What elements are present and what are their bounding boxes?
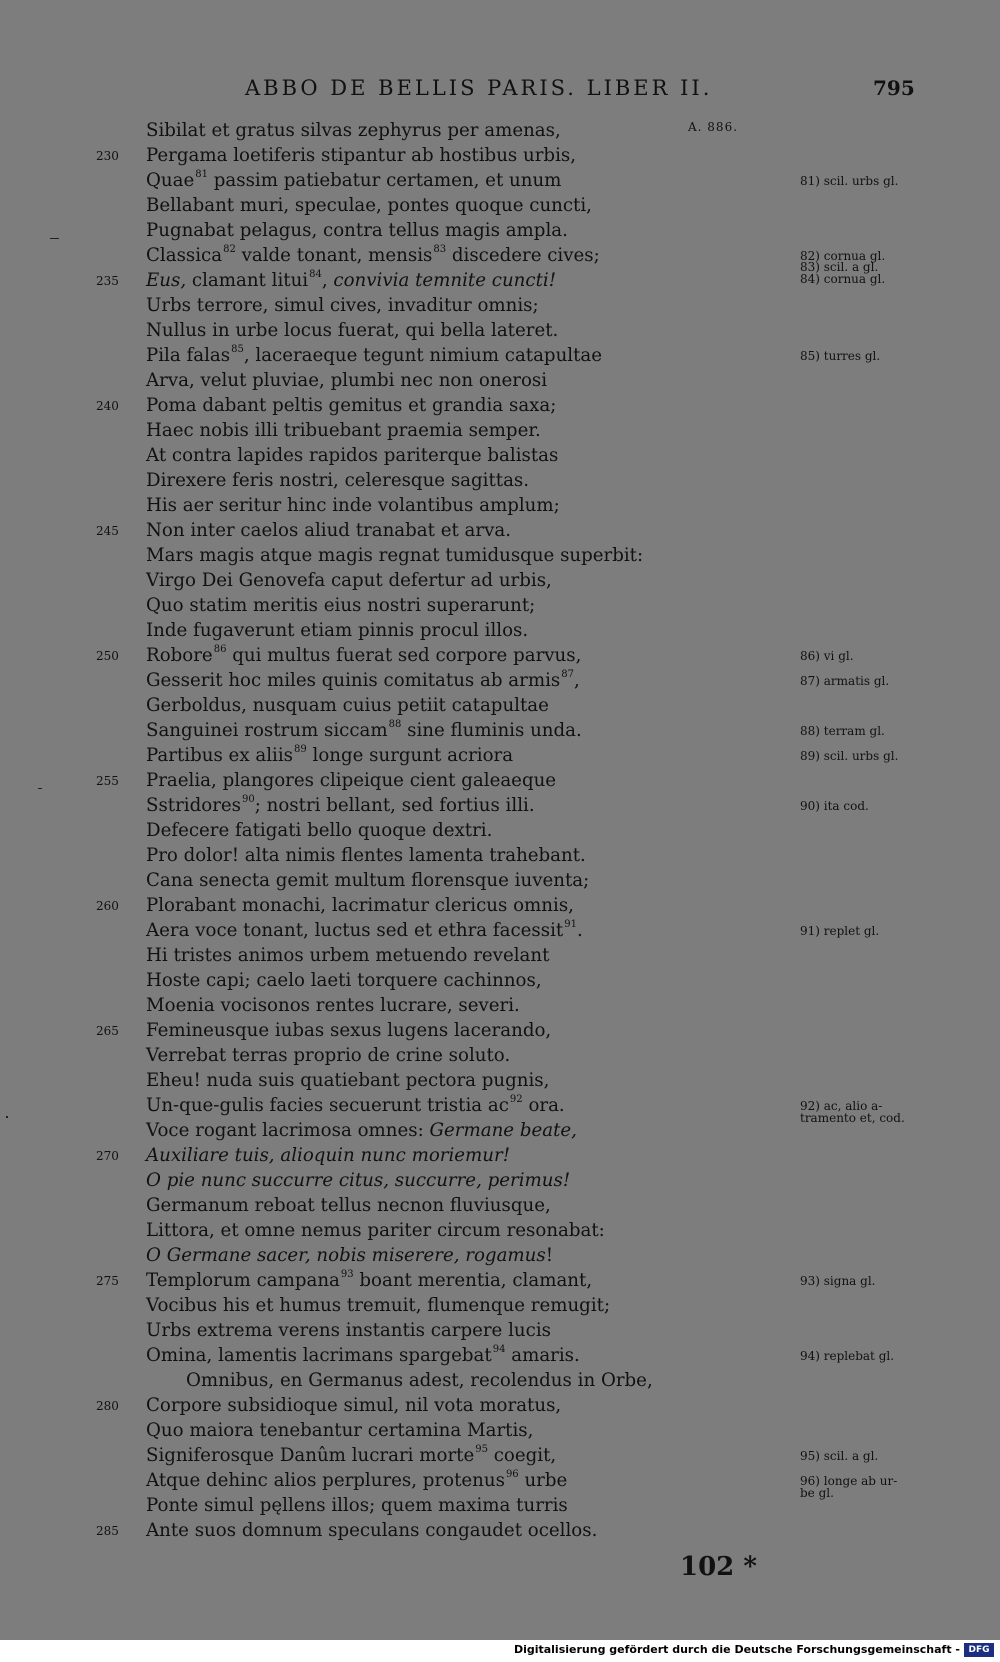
verse-text-line <box>146 1468 567 1493</box>
gloss-note-text: 87) armatis gl. <box>800 674 890 688</box>
gloss-note <box>800 273 885 285</box>
text-run: , <box>321 270 334 291</box>
text-run: Aera voce tonant, luctus sed et ethra facessit <box>146 920 564 941</box>
verse-line <box>0 193 1000 218</box>
verse-text-line <box>146 518 511 543</box>
verse-line <box>0 218 1000 243</box>
gloss-note <box>800 1100 905 1124</box>
verse-text-line <box>146 168 561 193</box>
verse-text-line <box>146 493 560 518</box>
gloss-note-text: 85) turres gl. <box>800 349 881 363</box>
verse-text-line <box>146 193 592 218</box>
italic-text: convivia temnite cuncti! <box>333 270 557 291</box>
dfg-logo: DFG <box>964 1643 994 1657</box>
text-run: Pro dolor! alta nimis flentes lamenta trahebant. <box>146 845 586 866</box>
verse-text-line <box>146 868 589 893</box>
text-run: Quo maiora tenebantur certamina Martis, <box>146 1420 534 1441</box>
verse-text-line <box>146 843 586 868</box>
text-run: Sanguinei rostrum siccam <box>146 720 388 741</box>
text-run: amaris. <box>505 1345 580 1366</box>
footnote-marker: 84 <box>309 269 322 280</box>
verse-text-line <box>146 243 600 268</box>
verse-text-line <box>146 1143 510 1168</box>
italic-text: Germane beate, <box>429 1120 577 1141</box>
verse-text-line <box>146 268 556 293</box>
line-number: 260 <box>96 899 119 913</box>
footer-bar <box>0 1640 1000 1662</box>
text-run: qui multus fuerat sed corpore parvus, <box>226 645 582 666</box>
verse-text-line <box>146 1393 561 1418</box>
text-run: Eheu! nuda suis quatiebant pectora pugnis, <box>146 1070 550 1091</box>
text-run: discedere cives; <box>446 245 600 266</box>
footnote-marker: 94 <box>492 1344 506 1355</box>
text-run: Classica <box>146 245 223 266</box>
verse-text-line <box>146 1168 570 1193</box>
gloss-note-text: 92) ac, alio a- <box>800 1099 883 1113</box>
verse-text-line <box>146 643 581 668</box>
text-run: boant merentia, clamant, <box>353 1270 593 1291</box>
text-run: Robore <box>146 645 213 666</box>
line-number: 280 <box>96 1399 119 1413</box>
text-run: Germanum reboat tellus necnon fluviusque, <box>146 1195 551 1216</box>
verse-line <box>0 318 1000 343</box>
text-run: Ante suos domnum speculans congaudet ocellos. <box>146 1520 598 1541</box>
line-number: 285 <box>96 1524 119 1538</box>
text-run: Direxere feris nostri, celeresque sagittas. <box>146 470 530 491</box>
verse-text-line <box>146 768 556 793</box>
verse-line <box>0 1418 1000 1443</box>
verse-line <box>0 818 1000 843</box>
verse-text-line <box>146 1018 551 1043</box>
verse-text-line <box>146 368 547 393</box>
verse-line <box>0 1068 1000 1093</box>
text-run: Quo statim meritis eius nostri superarunt; <box>146 595 536 616</box>
verse-text-line <box>146 218 568 243</box>
gloss-note-text: 91) replet gl. <box>800 924 880 938</box>
text-run: Mars magis atque magis regnat tumidusque superbit: <box>146 545 644 566</box>
footnote-marker: 88 <box>388 719 402 730</box>
footnote-marker: 83 <box>433 244 447 255</box>
verse-line <box>0 993 1000 1018</box>
verse-text-line <box>146 393 556 418</box>
verse-line <box>0 618 1000 643</box>
text-run: passim patiebatur certamen, et unum <box>207 170 562 191</box>
gloss-note-text: 88) terram gl. <box>800 724 885 738</box>
verse-line <box>0 418 1000 443</box>
text-run: Gesserit hoc miles quinis comitatus ab armis <box>146 670 561 691</box>
verse-text-line <box>146 1218 605 1243</box>
line-number: 250 <box>96 649 119 663</box>
verse-text-line <box>146 718 582 743</box>
verse-text-line <box>146 1293 610 1318</box>
text-run: Inde fugaverunt etiam pinnis procul illos. <box>146 620 529 641</box>
text-run: Verrebat terras proprio de crine soluto. <box>146 1045 511 1066</box>
verse-text-line <box>146 943 549 968</box>
verse-text-line <box>146 1043 510 1068</box>
verse-text-line <box>146 343 602 368</box>
verse-line <box>0 393 1000 418</box>
gloss-note <box>800 1350 894 1362</box>
footnote-marker: 93 <box>340 1269 354 1280</box>
footnote-marker: 95 <box>475 1444 488 1455</box>
verse-line <box>0 868 1000 893</box>
footnote-marker: 90 <box>242 794 255 805</box>
text-run: longe surgunt acriora <box>306 745 514 766</box>
text-run: sine fluminis unda. <box>401 720 582 741</box>
verse-line <box>0 1393 1000 1418</box>
verse-text-line <box>146 1118 577 1143</box>
verse-line <box>0 143 1000 168</box>
line-number: 265 <box>96 1024 119 1038</box>
text-run: Omina, lamentis lacrimans spargebat <box>146 1345 492 1366</box>
text-run: Virgo Dei Genovefa caput defertur ad urbis, <box>146 570 552 591</box>
footnote-marker: 96 <box>505 1469 519 1480</box>
text-run: Pugnabat pelagus, contra tellus magis ampla. <box>146 220 568 241</box>
text-run: Templorum campana <box>146 1270 340 1291</box>
gloss-note <box>800 1450 878 1462</box>
text-run: Haec nobis illi tribuebant praemia semper. <box>146 420 541 441</box>
italic-text: Auxiliare tuis, alioquin nunc moriemur! <box>146 1145 511 1166</box>
text-run: , <box>573 670 580 691</box>
text-run: Littora, et omne nemus pariter circum resonabat: <box>146 1220 605 1241</box>
verse-text-line <box>146 993 520 1018</box>
text-run: Quae <box>146 170 195 191</box>
verse-line <box>0 1368 1000 1393</box>
gloss-note-text: be gl. <box>800 1486 834 1500</box>
footnote-marker: 89 <box>293 744 307 755</box>
verse-text-line <box>146 1093 565 1118</box>
verse-text-line <box>146 143 576 168</box>
verse-line <box>0 1018 1000 1043</box>
gloss-note <box>800 750 898 762</box>
verse-text-line <box>146 1193 551 1218</box>
verse-line <box>0 1318 1000 1343</box>
gloss-note <box>800 1275 875 1287</box>
footnote-marker: 86 <box>213 644 227 655</box>
verse-text-line <box>146 1493 568 1518</box>
gloss-note <box>800 650 854 662</box>
footnote-marker: 91 <box>564 919 577 930</box>
verse-line <box>0 693 1000 718</box>
verse-line <box>0 568 1000 593</box>
gloss-note-text: 89) scil. urbs gl. <box>800 749 899 763</box>
italic-text: O Germane sacer, nobis miserere, rogamus <box>146 1245 546 1266</box>
text-run: Femineusque iubas sexus lugens lacerando, <box>146 1020 552 1041</box>
verse-text-line <box>146 593 535 618</box>
verse-line <box>0 293 1000 318</box>
verse-line <box>0 368 1000 393</box>
gloss-note-text: 81) scil. urbs gl. <box>800 174 899 188</box>
text-run: ! <box>545 1245 554 1266</box>
verse-text-line <box>146 293 539 318</box>
gloss-note-text: 93) signa gl. <box>800 1274 876 1288</box>
text-run: Vocibus his et humus tremuit, flumenque remugit; <box>146 1295 611 1316</box>
verse-line <box>0 1243 1000 1268</box>
verse-text-line <box>146 1318 551 1343</box>
line-number: 240 <box>96 399 119 413</box>
verse-text-line <box>146 793 535 818</box>
verse-text-line <box>146 118 561 143</box>
verse-text-line <box>146 743 513 768</box>
text-run: Arva, velut pluviae, plumbi nec non onerosi <box>146 370 548 391</box>
text-run: Praelia, plangores clipeique cient galeaeque <box>146 770 557 791</box>
footnote-marker: 82 <box>223 244 236 255</box>
footnote-marker: 85 <box>231 344 244 355</box>
text-run: Hoste capi; caelo laeti torquere cachinnos, <box>146 970 542 991</box>
line-number: 235 <box>96 274 119 288</box>
text-run: ; nostri bellant, sed fortius illi. <box>254 795 535 816</box>
verse-line <box>0 468 1000 493</box>
margin-dot <box>6 1116 8 1118</box>
text-run: Partibus ex aliis <box>146 745 293 766</box>
verse-line <box>0 1043 1000 1068</box>
verse-text-line <box>146 968 542 993</box>
verse-text-line <box>146 668 580 693</box>
margin-dash <box>50 238 59 239</box>
text-run: valde tonant, mensis <box>235 245 433 266</box>
verse-text-line <box>146 618 528 643</box>
verse-text-line <box>146 893 574 918</box>
verse-line <box>0 1193 1000 1218</box>
running-title: ABBO DE BELLIS PARIS. LIBER II. <box>245 76 713 100</box>
gloss-note <box>800 1475 897 1499</box>
text-run: , laceraeque tegunt nimium catapultae <box>243 345 603 366</box>
gloss-note-text: 84) cornua gl. <box>800 271 886 286</box>
margin-dash <box>38 788 42 789</box>
page-header <box>0 76 1000 106</box>
gloss-note <box>800 175 898 187</box>
text-run: Sibilat et gratus silvas zephyrus per amenas, <box>146 120 561 141</box>
verse-text-line <box>146 568 552 593</box>
verse-line <box>0 1218 1000 1243</box>
text-run: Corpore subsidioque simul, nil vota moratus, <box>146 1395 562 1416</box>
verse-line <box>0 1518 1000 1543</box>
gloss-note <box>800 800 869 812</box>
text-run: Poma dabant peltis gemitus et grandia saxa; <box>146 395 557 416</box>
line-number: 230 <box>96 149 119 163</box>
verse-line <box>0 1168 1000 1193</box>
text-run: Plorabant monachi, lacrimatur clericus omnis, <box>146 895 574 916</box>
text-run: Un-que-gulis facies secuerunt tristia ac <box>146 1095 509 1116</box>
verse-text-line <box>146 543 643 568</box>
gloss-note-text: 95) scil. a gl. <box>800 1449 879 1463</box>
text-run: clamant litui <box>186 270 309 291</box>
gloss-note-text: 83) scil. a gl. <box>800 260 879 275</box>
verse-text-line <box>146 318 558 343</box>
verse-text-line <box>146 468 529 493</box>
text-run: urbe <box>518 1470 568 1491</box>
verse-text-line <box>146 1443 556 1468</box>
verse-text-line <box>186 1368 653 1393</box>
verse-line <box>0 1293 1000 1318</box>
signature-mark: 102 * <box>680 1552 757 1582</box>
footnote-marker: 81 <box>195 169 208 180</box>
verse-line <box>0 843 1000 868</box>
verse-text-line <box>146 693 549 718</box>
text-run: Defecere fatigati bello quoque dextri. <box>146 820 493 841</box>
gloss-note-text: 82) cornua gl. <box>800 249 886 263</box>
text-run: ora. <box>522 1095 565 1116</box>
text-run: Voce rogant lacrimosa omnes: <box>146 1120 430 1141</box>
gloss-note-text: 94) replebat gl. <box>800 1349 895 1363</box>
verse-text-line <box>146 918 583 943</box>
year-margin-note: A. 886. <box>688 120 739 134</box>
line-number: 275 <box>96 1274 119 1288</box>
italic-text: O pie nunc succurre citus, succurre, perimus! <box>146 1170 571 1191</box>
gloss-note <box>800 675 889 687</box>
italic-text: Eus, <box>146 270 187 291</box>
gloss-note <box>800 350 880 362</box>
footer-text: Digitalisierung gefördert durch die Deutsche Forschungsgemeinschaft - <box>513 1643 960 1656</box>
verse-line <box>0 1143 1000 1168</box>
verse-text-line <box>146 1068 549 1093</box>
verse-line <box>0 593 1000 618</box>
text-run: Moenia vocisonos rentes lucrare, severi. <box>146 995 520 1016</box>
text-run: Urbs extrema verens instantis carpere lucis <box>146 1320 551 1341</box>
verse-text-line <box>146 1418 533 1443</box>
text-run: Gerboldus, nusquam cuius petiit catapultae <box>146 695 549 716</box>
verse-line <box>0 968 1000 993</box>
text-run: Urbs terrore, simul cives, invaditur omnis; <box>146 295 539 316</box>
text-run: Hi tristes animos urbem metuendo revelant <box>146 945 550 966</box>
gloss-note <box>800 925 879 937</box>
verse-line <box>0 943 1000 968</box>
verse-text-line <box>146 1243 553 1268</box>
text-run: Sstridores <box>146 795 241 816</box>
page-number: 795 <box>873 76 915 100</box>
text-run: Nullus in urbe locus fuerat, qui bella lateret. <box>146 320 559 341</box>
text-run: Cana senecta gemit multum florensque iuventa; <box>146 870 590 891</box>
line-number: 255 <box>96 774 119 788</box>
gloss-note-text: tramento et, cod. <box>800 1111 905 1125</box>
gloss-note <box>800 725 885 737</box>
footnote-marker: 92 <box>509 1094 523 1105</box>
text-run: Ponte simul pęllens illos; quem maxima turris <box>146 1495 568 1516</box>
text-run: Bellabant muri, speculae, pontes quoque cuncti, <box>146 195 592 216</box>
text-run: Pergama loetiferis stipantur ab hostibus urbis, <box>146 145 577 166</box>
verse-line <box>0 543 1000 568</box>
text-run: coegit, <box>487 1445 557 1466</box>
verse-text <box>0 118 1000 1543</box>
text-run: Atque dehinc alios perplures, protenus <box>146 1470 505 1491</box>
verse-text-line <box>146 1268 592 1293</box>
verse-line <box>0 893 1000 918</box>
text-run: At contra lapides rapidos pariterque balistas <box>146 445 559 466</box>
text-run: . <box>576 920 583 941</box>
verse-text-line <box>146 1343 580 1368</box>
text-run: His aer seritur hinc inde volantibus amplum; <box>146 495 560 516</box>
verse-text-line <box>146 418 541 443</box>
gloss-note-text: 86) vi gl. <box>800 649 854 663</box>
verse-line <box>0 768 1000 793</box>
gloss-note-text: 96) longe ab ur- <box>800 1474 898 1488</box>
text-run: Omnibus, en Germanus adest, recolendus in Orbe, <box>186 1370 653 1391</box>
text-run: Signiferosque Danûm lucrari morte <box>146 1445 475 1466</box>
line-number: 270 <box>96 1149 119 1163</box>
verse-text-line <box>146 1518 597 1543</box>
text-run: Pila falas <box>146 345 231 366</box>
verse-line <box>0 443 1000 468</box>
verse-line <box>0 518 1000 543</box>
verse-line <box>0 118 1000 143</box>
verse-text-line <box>146 818 492 843</box>
verse-text-line <box>146 443 558 468</box>
text-run: Non inter caelos aliud tranabat et arva. <box>146 520 511 541</box>
line-number: 245 <box>96 524 119 538</box>
footnote-marker: 87 <box>561 669 574 680</box>
verse-line <box>0 493 1000 518</box>
gloss-note-text: 90) ita cod. <box>800 799 869 813</box>
